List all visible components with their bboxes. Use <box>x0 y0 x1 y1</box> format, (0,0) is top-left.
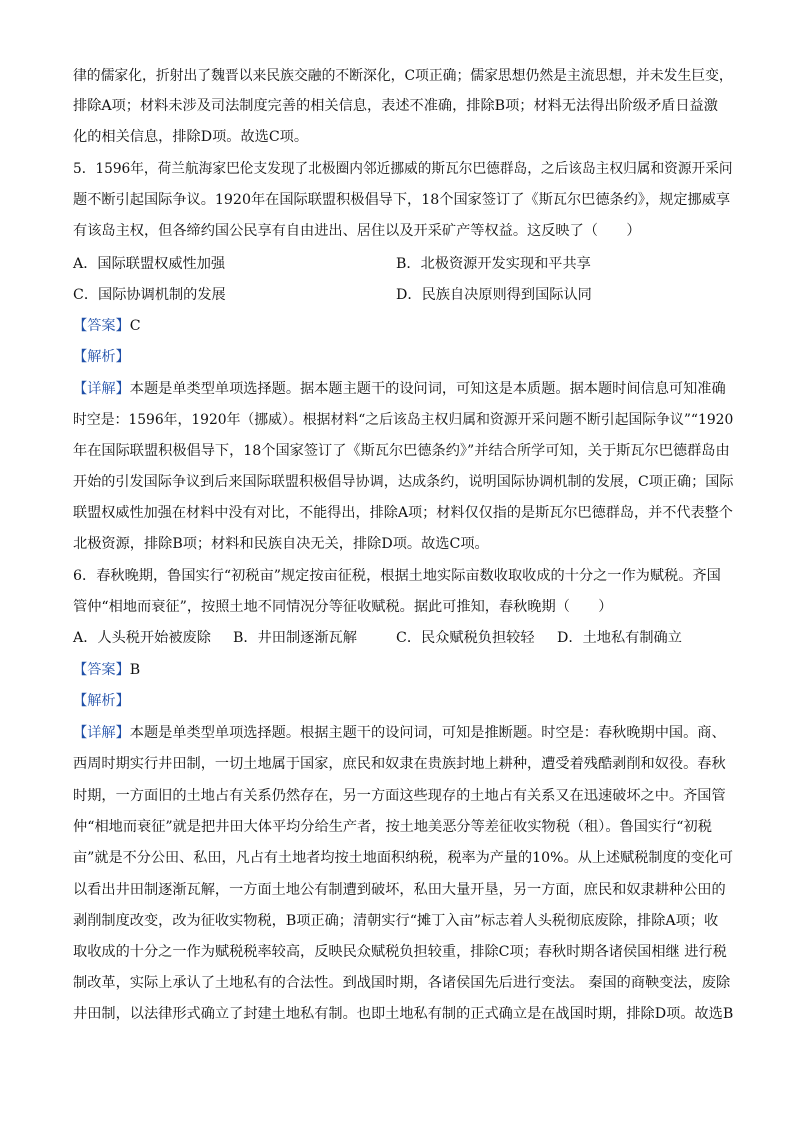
q6-detail-line: 亩”就是不分公田、私田，凡占有土地者均按土地面积纳税，税率为产量的10%。从上述赋税制度的变化可 <box>73 850 733 866</box>
q5-stem-line: 5．1596年，荷兰航海家巴伦支发现了北极圈内邻近挪威的斯瓦尔巴德群岛，之后该岛主权归属和资源开采问 <box>73 161 733 177</box>
answer-label: 【答案】 <box>73 662 130 678</box>
prev-analysis-line: 律的儒家化，折射出了魏晋以来民族交融的不断深化，C项正确；儒家思想仍然是主流思想，并未发生巨变， <box>73 68 733 84</box>
q6-analysis-label: 【解析】 <box>73 693 130 709</box>
q6-detail-line: 剥削制度改变，改为征收实物税，B项正确；清朝实行“摊丁入亩”标志着人头税彻底废除，排除A项；收 <box>73 913 719 929</box>
q5-option-d: D．民族自决原则得到国际认同 <box>396 287 592 303</box>
q5-analysis-label: 【解析】 <box>73 349 130 365</box>
q5-answer <box>73 316 141 336</box>
detail-text: 本题是单类型单项选择题。据本题主题干的设问词，可知这是本质题。据本题时间信息可知准确 <box>129 381 726 397</box>
answer-label: 【答案】 <box>73 318 130 334</box>
q5-stem-line: 有该岛主权，但各缔约国公民享有自由进出、居住以及开采矿产等权益。这反映了（ ） <box>73 223 641 239</box>
q5-stem-line: 题不断引起国际争议。1920年在国际联盟积极倡导下，18个国家签订了《斯瓦尔巴德条约》，规定挪威享 <box>73 192 731 208</box>
q6-detail-line: 仲“相地而衰征”就是把井田大体平均分给生产者，按土地美恶分等差征收实物税（租）。鲁国实行“初税 <box>73 819 712 835</box>
q5-detail-line: 联盟权威性加强在材料中没有对比，不能得出，排除A项；材料仅仅指的是斯瓦尔巴德群岛，并不代表整个 <box>73 505 733 521</box>
q6-stem-line: 6．春秋晚期，鲁国实行“初税亩”规定按亩征税，根据土地实际亩数收取收成的十分之一作为赋税。齐国 <box>73 568 721 584</box>
detail-label: 【详解】 <box>73 725 130 741</box>
q6-detail-line <box>73 723 733 743</box>
q5-detail-line <box>73 379 733 399</box>
q5-detail-line: 开始的引发国际争议到后来国际联盟积极倡导协调，达成条约，说明国际协调机制的发展，C项正确；国际 <box>73 474 733 490</box>
q5-option-a: A．国际联盟权威性加强 <box>73 256 226 272</box>
q6-option-a: A．人头税开始被废除 <box>73 630 211 646</box>
q6-option-d: D．土地私有制确立 <box>557 630 682 646</box>
q5-option-c: C．国际协调机制的发展 <box>73 287 226 303</box>
prev-analysis-line: 排除A项；材料未涉及司法制度完善的相关信息，表述不准确，排除B项；材料无法得出阶级矛盾日益激 <box>73 98 718 114</box>
detail-label: 【详解】 <box>73 381 130 397</box>
q6-stem-line: 管仲“相地而衰征”，按照土地不同情况分等征收赋税。据此可推知，春秋晚期（ ） <box>73 599 613 615</box>
q5-option-b: B．北极资源开发实现和平共享 <box>396 256 591 272</box>
prev-analysis-line: 化的相关信息，排除D项。故选C项。 <box>73 129 309 145</box>
q6-detail-line: 制改革，实际上承认了土地私有的合法性。到战国时期，各诸侯国先后进行变法。 秦国的商鞅变法，废除 <box>73 975 731 991</box>
q5-detail-line: 年在国际联盟积极倡导下，18个国家签订了《斯瓦尔巴德条约》”并结合所学可知，关于斯瓦尔巴德群岛由 <box>73 443 730 459</box>
q6-detail-line: 取收成的十分之一作为赋税税率较高，反映民众赋税负担较重，排除C项；春秋时期各诸侯国相继 进行税 <box>73 944 727 960</box>
q6-option-b: B．井田制逐渐瓦解 <box>233 630 357 646</box>
q6-option-c: C．民众赋税负担较轻 <box>396 630 535 646</box>
q5-detail-line: 北极资源，排除B项；材料和民族自决无关，排除D项。故选C项。 <box>73 536 489 552</box>
q6-detail-line: 井田制，以法律形式确立了封建土地私有制。也即土地私有制的正式确立是在战国时期，排除D项。故选B <box>73 1006 733 1022</box>
q6-detail-line: 以看出井田制逐渐瓦解，一方面土地公有制遭到破坏，私田大量开垦，另一方面，庶民和奴隶耕种公田的 <box>73 882 726 898</box>
detail-text: 本题是单类型单项选择题。根据主题干的设问词，可知是推断题。时空是：春秋晚期中国。商、 <box>129 725 726 741</box>
answer-value: C <box>129 318 141 334</box>
q6-answer <box>73 660 140 680</box>
q6-detail-line: 西周时期实行井田制，一切土地属于国家，庶民和奴隶在贵族封地上耕种，遭受着残酷剥削和奴役。春秋 <box>73 756 726 772</box>
answer-value: B <box>129 662 141 678</box>
q6-detail-line: 时期，一方面旧的土地占有关系仍然存在，另一方面这些现存的土地占有关系又在迅速破坏之中。齐国管 <box>73 788 726 804</box>
q5-detail-line: 时空是：1596年，1920年（挪威）。根据材料“之后该岛主权归属和资源开采问题不断引起国际争议”“1920 <box>73 412 733 428</box>
